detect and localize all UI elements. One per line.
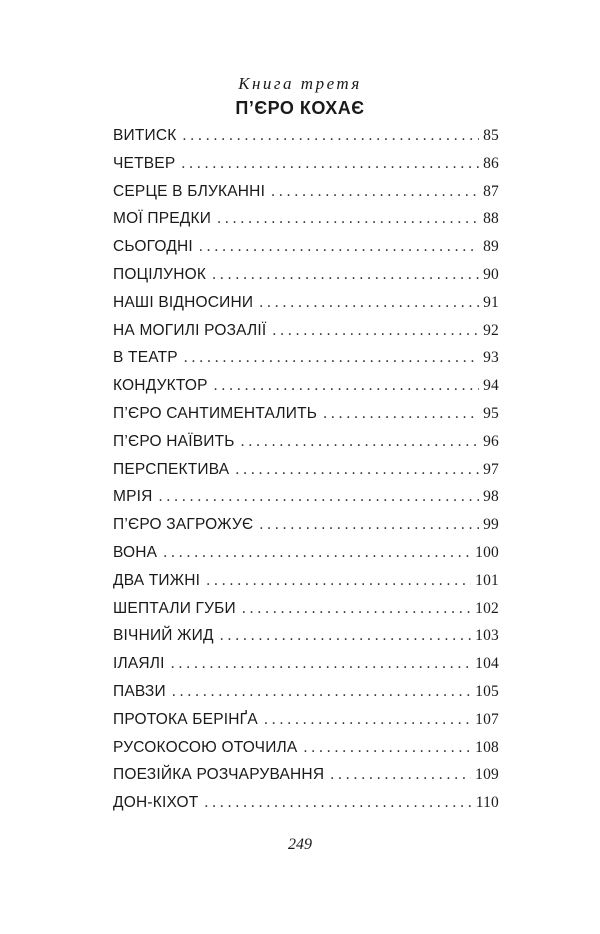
toc-entry-title: ВИТИСК — [113, 127, 177, 144]
toc-entry — [113, 261, 499, 289]
toc-entry — [113, 456, 499, 484]
toc-entry — [113, 205, 499, 233]
toc-dot-leader — [323, 400, 479, 428]
toc-entry-page: 105 — [475, 682, 499, 700]
toc-entry — [113, 622, 499, 650]
toc-entry — [113, 178, 499, 206]
toc-entry-title: ПОЕЗІЙКА РОЗЧАРУВАННЯ — [113, 766, 325, 784]
toc-entry-title: ПЕРСПЕКТИВА — [113, 460, 230, 478]
toc-entry — [113, 317, 499, 345]
toc-dot-leader — [264, 706, 471, 734]
toc-entry — [113, 650, 499, 678]
toc-entry-page: 108 — [475, 738, 499, 756]
toc-entry-title: ІЛАЯЛІ — [113, 655, 165, 673]
toc-entry-title: ДВА ТИЖНІ — [113, 571, 201, 589]
toc-entry — [113, 734, 499, 762]
toc-dot-leader — [172, 678, 471, 706]
toc-entry — [113, 400, 499, 428]
toc-entry-page: 100 — [475, 543, 499, 561]
toc-entry-title: МРІЯ — [113, 488, 153, 506]
toc-entry-page: 90 — [483, 265, 499, 283]
toc-entry-title: П’ЄРО НАЇВИТЬ — [113, 432, 235, 450]
toc-entry-page: 97 — [483, 460, 499, 478]
toc-entry-title: ПАВЗИ — [113, 682, 166, 700]
toc-dot-leader — [272, 317, 479, 345]
toc-dot-leader — [259, 289, 479, 317]
toc-entry-page: 92 — [483, 321, 499, 339]
toc-dot-leader — [181, 150, 479, 178]
toc-dot-leader — [206, 567, 471, 595]
toc-entry-page: 94 — [483, 377, 499, 395]
toc-dot-leader — [171, 650, 471, 678]
toc-entry — [113, 789, 499, 817]
toc-entry — [113, 372, 499, 400]
part-title: П’ЄРО КОХАЄ — [235, 98, 365, 118]
toc-entry — [113, 678, 499, 706]
toc-entry-page: 104 — [475, 655, 499, 673]
toc-entry-page: 110 — [475, 794, 499, 812]
toc-entry-title: ПРОТОКА БЕРІНҐА — [113, 710, 258, 728]
toc-dot-leader — [235, 456, 479, 484]
toc-entry-title: НАШІ ВІДНОСИНИ — [113, 293, 254, 311]
toc-entry-page: 102 — [475, 599, 499, 617]
toc-entry-title: П’ЄРО САНТИМЕНТАЛИТЬ — [113, 404, 318, 422]
toc-dot-leader — [271, 178, 479, 206]
toc-entry — [113, 595, 499, 623]
toc-dot-leader — [241, 428, 479, 456]
toc-entry-page: 98 — [483, 488, 499, 506]
toc-entry-page: 91 — [483, 293, 499, 311]
toc-dot-leader — [330, 761, 471, 789]
toc-dot-leader — [163, 539, 471, 567]
toc-entry-page: 86 — [483, 154, 499, 172]
toc-entry-title: П’ЄРО ЗАГРОЖУЄ — [113, 516, 254, 534]
toc-entry-page: 101 — [475, 571, 499, 589]
toc-entry — [113, 511, 499, 539]
table-of-contents — [113, 122, 499, 817]
toc-entry-page: 89 — [483, 238, 499, 256]
toc-entry — [113, 344, 499, 372]
toc-entry-page: 107 — [475, 710, 499, 728]
toc-entry — [113, 539, 499, 567]
toc-entry-page: 96 — [483, 432, 499, 450]
toc-entry — [113, 761, 499, 789]
toc-entry — [113, 428, 499, 456]
toc-entry — [113, 706, 499, 734]
toc-dot-leader — [217, 205, 479, 233]
toc-dot-leader — [199, 233, 479, 261]
toc-entry-title: КОНДУКТОР — [113, 377, 208, 395]
toc-dot-leader — [183, 122, 480, 150]
toc-dot-leader — [259, 511, 479, 539]
toc-entry-page: 103 — [475, 627, 499, 645]
toc-entry — [113, 150, 499, 178]
toc-entry-title: ЧЕТВЕР — [113, 154, 176, 172]
toc-entry-title: В ТЕАТР — [113, 349, 178, 367]
toc-entry — [113, 567, 499, 595]
toc-entry — [113, 289, 499, 317]
toc-entry — [113, 483, 499, 511]
toc-entry-title: МОЇ ПРЕДКИ — [113, 210, 212, 228]
toc-entry-title: ШЕПТАЛИ ГУБИ — [113, 599, 236, 617]
toc-entry-page: 95 — [483, 404, 499, 422]
toc-dot-leader — [159, 483, 480, 511]
toc-entry — [113, 233, 499, 261]
toc-entry-page: 85 — [483, 127, 499, 144]
toc-dot-leader — [214, 372, 479, 400]
toc-dot-leader — [184, 344, 479, 372]
toc-entry — [113, 122, 499, 150]
toc-dot-leader — [220, 622, 471, 650]
toc-entry-title: НА МОГИЛІ РОЗАЛІЇ — [113, 321, 267, 339]
toc-entry-title: ДОН-КІХОТ — [113, 794, 199, 812]
toc-entry-title: СЕРЦЕ В БЛУКАННІ — [113, 182, 266, 200]
toc-dot-leader — [204, 789, 471, 817]
toc-entry-title: ВІЧНИЙ ЖИД — [113, 627, 214, 645]
toc-dot-leader — [212, 261, 479, 289]
toc-entry-title: СЬОГОДНІ — [113, 238, 193, 256]
page-number: 249 — [288, 836, 312, 853]
toc-entry-page: 99 — [483, 516, 499, 534]
part-label: Книга третя — [238, 74, 362, 93]
toc-entry-page: 88 — [483, 210, 499, 228]
toc-dot-leader — [303, 734, 471, 762]
toc-entry-page: 93 — [483, 349, 499, 367]
toc-entry-page: 87 — [483, 182, 499, 200]
toc-entry-title: РУСОКОСОЮ ОТОЧИЛА — [113, 738, 298, 756]
toc-entry-page: 109 — [475, 766, 499, 784]
toc-entry-title: ПОЦІЛУНОК — [113, 265, 207, 283]
toc-entry-title: ВОНА — [113, 543, 158, 561]
toc-dot-leader — [242, 595, 471, 623]
